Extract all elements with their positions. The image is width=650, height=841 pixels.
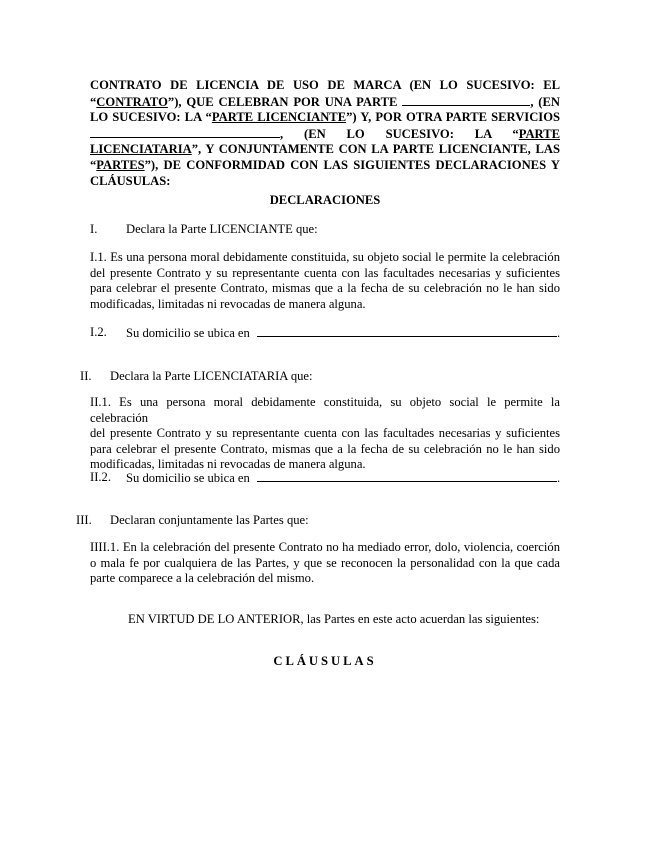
intro-line-5 [90,142,560,158]
section-1-paragraph-1 [90,250,560,312]
intro-line-7 [90,174,560,190]
paragraph-line: II.1. Es una persona moral debidamente constituida, su objeto social le permite la celebración [90,395,560,425]
en-virtud-statement: EN VIRTUD DE LO ANTERIOR, las Partes en este acto acuerdan las siguientes: [128,612,540,626]
intro-text: “ [90,94,97,109]
defined-term-licenciataria: LICENCIATARIA [90,142,192,157]
paragraph-line: I.1. Es una persona moral debidamente constituida, su objeto social le permite la celebración [90,250,560,264]
paragraph-line: para celebrar el presente Contrato, mismas que a la fecha de su celebración no le han sido [90,281,560,296]
intro-text: “ [90,157,97,172]
defined-term-parte: PARTE [518,126,560,141]
paragraph-line: IIII.1. En la celebración del presente Contrato no ha mediado error, dolo, violencia, coerción [90,540,560,554]
paragraph-line: parte comparece a la celebración del mismo. [90,571,315,586]
section-2-number: II. [80,369,92,383]
intro-line-4 [90,126,560,143]
domicilio-licenciante-blank [257,325,557,337]
defined-term-contrato: CONTRATO [96,94,168,109]
paragraph-line: modificadas, limitadas ni revocadas de manera alguna. [90,457,366,472]
intro-text: CONTRATO DE LICENCIA DE USO DE MARCA (EN LO SUCESIVO: EL [90,78,560,92]
defined-term-licenciante: PARTE LICENCIANTE [211,110,347,125]
section-1-title: Declara la Parte LICENCIANTE que: [126,222,318,236]
declaraciones-heading: DECLARACIONES [269,193,381,207]
section-1-2-number: I.2. [90,325,107,339]
paragraph-line: para celebrar el presente Contrato, mismas que a la fecha de su celebración no le han sido [90,441,560,456]
section-2-2-line [126,470,566,487]
paragraph-line: modificadas, limitadas ni revocadas de manera alguna. [90,296,366,311]
contract-intro [90,78,560,189]
intro-text: ”, Y CONJUNTAMENTE CON LA PARTE LICENCIANTE, LAS [191,142,560,157]
defined-term-partes: PARTES [96,157,145,172]
blank-licenciante-name [402,94,530,106]
section-3-paragraph-1 [90,540,560,587]
intro-line-3 [90,110,560,126]
intro-line-1 [90,78,560,94]
domicilio-label: Su domicilio se ubica en [126,326,250,340]
paragraph-line: o mala fe por cualquiera de las Partes, y que se reconocen la personalidad con la que cada [90,555,560,570]
section-2-title: Declara la Parte LICENCIATARIA que: [110,369,313,383]
intro-text: ”), DE CONFORMIDAD CON LAS SIGUIENTES DECLARACIONES Y [144,157,560,172]
intro-line-2 [90,94,560,111]
paragraph-line: del presente Contrato y su representante cuenta con las facultades necesarias y suficientes [90,426,560,441]
clausulas-heading: CLÁUSULAS [273,654,377,668]
domicilio-licenciataria-blank [257,470,557,482]
paragraph-line: del presente Contrato y su representante cuenta con las facultades necesarias y suficientes [90,265,560,280]
period: . [556,471,561,485]
intro-text: CLÁUSULAS: [90,173,171,188]
section-2-2-number: II.2. [90,470,111,484]
section-1-number: I. [90,222,98,236]
intro-text: , (EN [530,94,560,109]
domicilio-label: Su domicilio se ubica en [126,471,250,485]
section-2-paragraph-1 [90,395,560,473]
period: . [556,326,561,340]
intro-text: ”) Y, POR OTRA PARTE SERVICIOS [346,110,560,125]
intro-text: LO SUCESIVO: LA “ [90,110,212,125]
intro-text: , (EN LO SUCESIVO: LA “ [280,126,519,141]
section-3-number: III. [76,513,92,527]
intro-line-6 [90,158,560,174]
intro-text: ”), QUE CELEBRAN POR UNA PARTE [167,94,398,109]
blank-licenciataria-name [90,126,280,138]
section-1-2-line [126,325,566,342]
section-3-title: Declaran conjuntamente las Partes que: [110,513,309,527]
